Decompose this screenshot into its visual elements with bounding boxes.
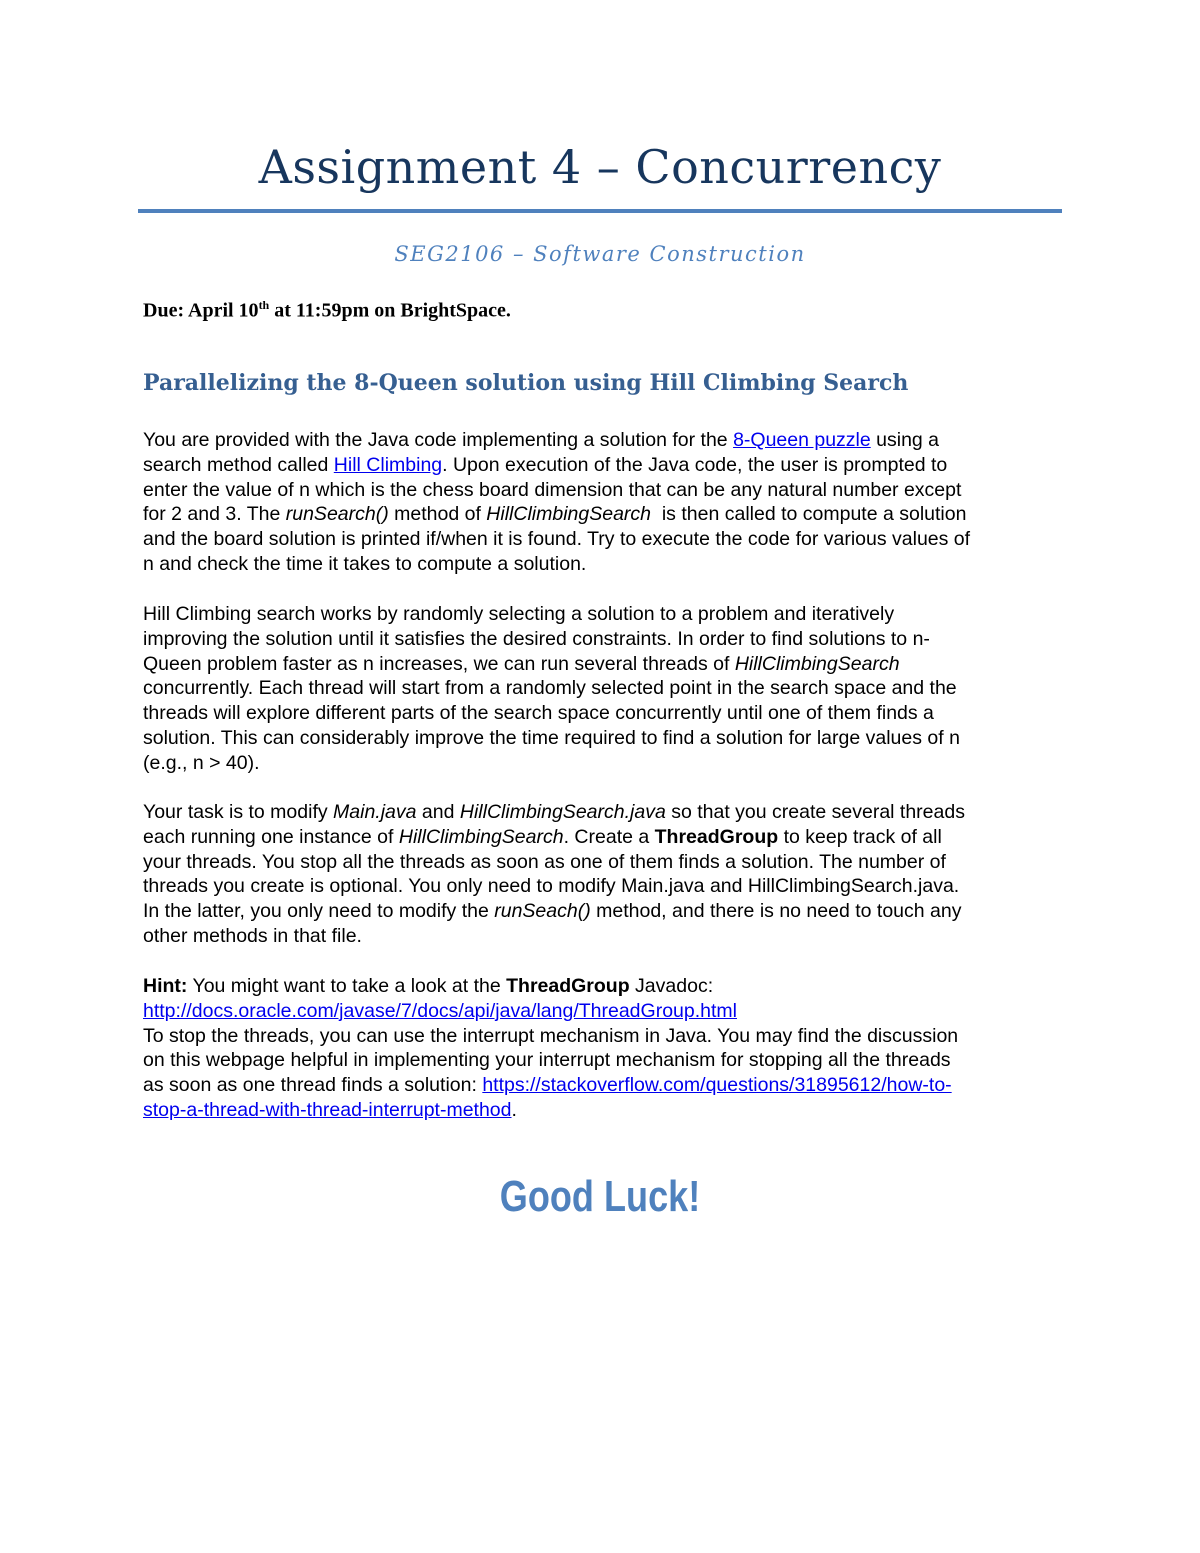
code-runsearch: runSearch() (285, 503, 389, 526)
page-title: Assignment 4 – Concurrency (258, 140, 942, 194)
code-hillclimbingsearch: HillClimbingSearch (398, 825, 564, 848)
link-8-queen-puzzle[interactable]: 8-Queen puzzle (733, 429, 871, 451)
code-hillclimbingsearch-java: HillClimbingSearch.java (459, 801, 666, 823)
text-run: for 2 and 3. The (143, 503, 286, 526)
text-line: improving the solution until it satisfies the desired constraints. In order to find solutions to n- (143, 627, 930, 650)
paragraph-hill-climbing (143, 602, 1073, 776)
closing-good-luck: Good Luck! (499, 1172, 701, 1221)
link-threadgroup-javadoc[interactable]: http://docs.oracle.com/javase/7/docs/api/java/lang/ThreadGroup.html (143, 999, 737, 1022)
text-line: To stop the threads, you can use the interrupt mechanism in Java. You may find the discussion (143, 1024, 959, 1047)
code-main-java: Main.java (333, 801, 417, 823)
code-threadgroup: ThreadGroup (654, 825, 779, 848)
text-run: using a (870, 429, 940, 451)
text-run: each running one instance of (143, 825, 399, 848)
link-stackoverflow-part2[interactable]: stop-a-thread-with-thread-interrupt-method (143, 1098, 512, 1121)
code-runseach: runSeach() (494, 900, 591, 923)
text-run: You are provided with the Java code implementing a solution for the (143, 429, 734, 451)
text-run: . Create a (563, 825, 655, 848)
paragraph-intro (143, 428, 1073, 577)
text-line: solution. This can considerably improve the time required to find a solution for large values of n (143, 726, 960, 749)
text-line: and the board solution is printed if/when it is found. Try to execute the code for various values of (143, 528, 971, 551)
text-line: on this webpage helpful in implementing your interrupt mechanism for stopping all the threads (143, 1049, 951, 1072)
text-run: method of (388, 503, 487, 526)
text-line: (e.g., n > 40). (143, 751, 260, 774)
text-line: your threads. You stop all the threads as soon as one of them finds a solution. The number of (143, 850, 946, 873)
due-date (143, 298, 511, 323)
text-run: Javadoc: (629, 975, 714, 997)
text-run: to keep track of all (778, 825, 942, 848)
section-heading: Parallelizing the 8-Queen solution using Hill Climbing Search (143, 370, 909, 396)
text-run: . (511, 1098, 517, 1121)
text-line: Hill Climbing search works by randomly selecting a solution to a problem and iteratively (143, 603, 895, 625)
code-hillclimbingsearch: HillClimbingSearch (486, 503, 652, 526)
text-run: is then called to compute a solution (651, 503, 967, 526)
text-line: n and check the time it takes to compute a solution. (143, 552, 587, 575)
text-run: so that you create several threads (665, 801, 965, 823)
text-run: In the latter, you only need to modify the (143, 900, 495, 923)
text-run: Your task is to modify (143, 801, 334, 823)
paragraph-task (143, 800, 1073, 949)
text-run: method, and there is no need to touch any (590, 900, 962, 923)
code-hillclimbingsearch: HillClimbingSearch (734, 652, 900, 675)
due-suffix: at 11:59pm on BrightSpace. (269, 299, 511, 322)
text-run: and (416, 801, 460, 823)
course-subtitle: SEG2106 – Software Construction (394, 242, 806, 266)
paragraph-hint (143, 974, 1073, 1123)
text-line: threads will explore different parts of the search space concurrently until one of them finds a (143, 702, 934, 725)
text-line: enter the value of n which is the chess board dimension that can be any natural number except (143, 478, 962, 501)
text-line: concurrently. Each thread will start from a randomly selected point in the search space and the (143, 677, 957, 700)
text-run: . Upon execution of the Java code, the user is prompted to (442, 453, 948, 476)
text-line: threads you create is optional. You only need to modify Main.java and HillClimbingSearch.java. (143, 875, 960, 898)
text-run: search method called (143, 453, 334, 476)
title-divider (138, 209, 1062, 213)
link-stackoverflow-part1[interactable]: https://stackoverflow.com/questions/31895612/how-to- (482, 1074, 952, 1097)
due-prefix: Due: April 10 (143, 299, 259, 322)
hint-label: Hint: (143, 975, 188, 997)
link-hill-climbing[interactable]: Hill Climbing (333, 453, 443, 476)
text-run: Queen problem faster as n increases, we can run several threads of (143, 652, 735, 675)
code-threadgroup: ThreadGroup (506, 975, 630, 997)
text-run: as soon as one thread finds a solution: (143, 1074, 483, 1097)
text-run: You might want to take a look at the (187, 975, 507, 997)
due-sup: th (258, 298, 270, 312)
text-line: other methods in that file. (143, 924, 362, 947)
